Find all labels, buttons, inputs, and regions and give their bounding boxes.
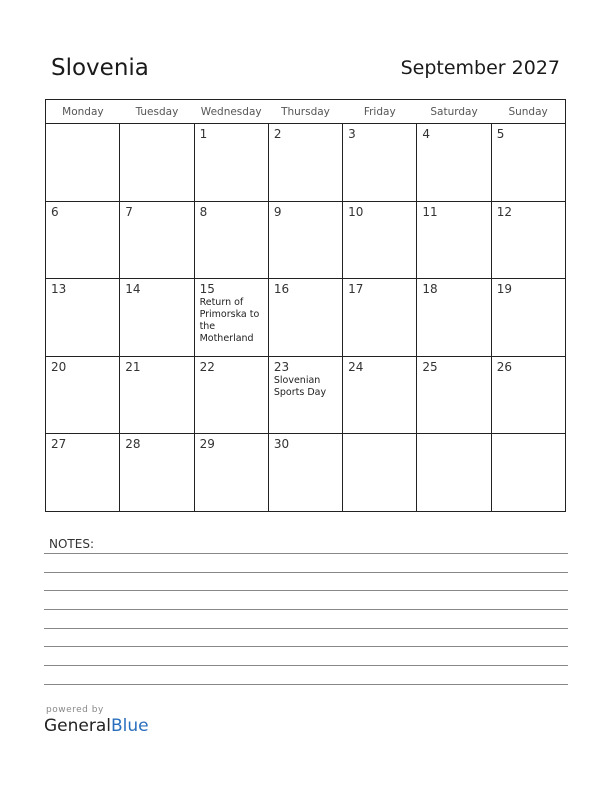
day-number: 1 <box>199 127 208 141</box>
day-cell[interactable] <box>343 434 417 512</box>
day-number: 11 <box>422 204 438 219</box>
day-number: 20 <box>51 359 67 374</box>
calendar-week-row <box>46 356 566 434</box>
day-number: 21 <box>125 359 141 374</box>
day-cell[interactable] <box>491 434 565 512</box>
day-cell[interactable] <box>120 434 194 512</box>
holiday-label: Slovenian Sports Day <box>273 374 327 398</box>
day-number: 6 <box>51 204 59 219</box>
day-cell[interactable] <box>417 356 491 434</box>
day-number: 8 <box>199 204 208 219</box>
generalblue-logo[interactable] <box>44 716 149 736</box>
note-line <box>44 665 568 666</box>
day-cell[interactable] <box>268 434 342 512</box>
day-cell[interactable] <box>46 201 120 279</box>
day-cell[interactable] <box>268 201 342 279</box>
day-number: 3 <box>348 127 356 141</box>
day-number: 16 <box>273 282 290 297</box>
day-number: 22 <box>199 359 215 374</box>
note-line <box>44 572 568 573</box>
weekday-friday: Friday <box>343 100 417 124</box>
day-cell[interactable] <box>194 201 268 279</box>
day-cell[interactable] <box>343 124 417 202</box>
day-number: 5 <box>496 127 505 141</box>
calendar-grid <box>45 99 566 512</box>
weekday-header-row <box>46 100 566 124</box>
month-year-title: September 2027 <box>400 57 560 79</box>
day-cell[interactable] <box>491 279 565 357</box>
day-cell[interactable] <box>46 356 120 434</box>
weekday-wednesday: Wednesday <box>194 100 268 124</box>
day-number: 7 <box>125 204 133 219</box>
calendar-body <box>46 124 566 512</box>
calendar-week-row <box>46 201 566 279</box>
day-cell[interactable] <box>120 201 194 279</box>
day-number: 18 <box>422 282 438 297</box>
weekday-saturday: Saturday <box>417 100 491 124</box>
day-cell[interactable] <box>46 434 120 512</box>
day-cell[interactable] <box>417 434 491 512</box>
brand-general: General <box>44 716 111 736</box>
note-line <box>44 590 568 591</box>
day-number: 15 <box>199 282 215 297</box>
weekday-monday: Monday <box>46 100 120 124</box>
day-number: 19 <box>496 282 512 297</box>
day-cell[interactable] <box>417 279 491 357</box>
weekday-sunday: Sunday <box>491 100 565 124</box>
note-line <box>44 684 568 685</box>
day-cell[interactable] <box>194 279 268 357</box>
day-number: 28 <box>125 437 141 452</box>
day-cell[interactable] <box>491 356 565 434</box>
calendar-week-row <box>46 434 566 512</box>
day-number: 23 <box>273 359 290 374</box>
weekday-thursday: Thursday <box>268 100 342 124</box>
day-cell[interactable] <box>268 124 342 202</box>
day-cell[interactable] <box>491 124 565 202</box>
day-number: 9 <box>273 204 282 219</box>
day-number: 17 <box>348 282 364 297</box>
day-cell[interactable] <box>268 279 342 357</box>
day-cell[interactable] <box>491 201 565 279</box>
day-cell[interactable] <box>194 434 268 512</box>
day-number: 13 <box>51 282 67 297</box>
day-cell[interactable] <box>46 124 120 202</box>
day-cell[interactable] <box>417 201 491 279</box>
day-number: 10 <box>348 204 364 219</box>
holiday-label: Return of Primorska to the Motherland <box>199 297 260 345</box>
note-line <box>44 628 568 629</box>
country-title: Slovenia <box>51 55 149 81</box>
notes-label: NOTES: <box>49 537 94 551</box>
day-cell[interactable] <box>194 124 268 202</box>
note-line <box>44 609 568 610</box>
day-number: 14 <box>125 282 141 297</box>
day-number: 24 <box>348 359 364 374</box>
day-cell[interactable] <box>46 279 120 357</box>
note-line <box>44 553 568 554</box>
day-number: 30 <box>273 437 290 452</box>
day-cell[interactable] <box>417 124 491 202</box>
day-number: 2 <box>273 127 282 141</box>
day-number: 25 <box>422 359 438 374</box>
day-cell[interactable] <box>343 356 417 434</box>
day-cell[interactable] <box>120 124 194 202</box>
day-number: 27 <box>51 437 67 452</box>
day-cell[interactable] <box>120 356 194 434</box>
calendar-week-row <box>46 124 566 202</box>
day-cell[interactable] <box>120 279 194 357</box>
day-number: 26 <box>496 359 512 374</box>
calendar-week-row <box>46 279 566 357</box>
day-cell[interactable] <box>268 356 342 434</box>
day-cell[interactable] <box>343 201 417 279</box>
day-cell[interactable] <box>194 356 268 434</box>
day-number: 29 <box>199 437 215 452</box>
note-line <box>44 646 568 647</box>
day-number: 4 <box>422 127 431 141</box>
weekday-tuesday: Tuesday <box>120 100 194 124</box>
day-cell[interactable] <box>343 279 417 357</box>
day-number: 12 <box>496 204 512 219</box>
brand-blue: Blue <box>111 716 149 736</box>
powered-by-text: powered by <box>46 705 104 715</box>
